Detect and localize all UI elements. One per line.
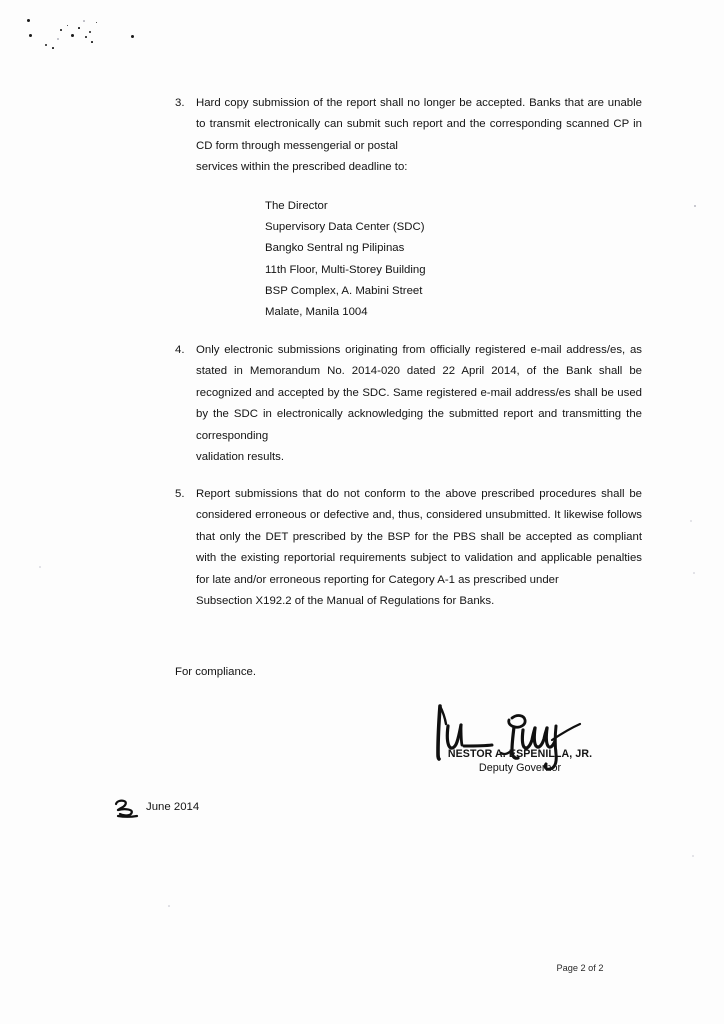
- address-line: 11th Floor, Multi-Storey Building: [265, 263, 426, 276]
- signature-name: NESTOR A. ESPENILLA, JR.: [447, 748, 593, 760]
- address-line: Malate, Manila 1004: [265, 306, 368, 319]
- date-text: June 2014: [146, 801, 200, 813]
- item-text: Report submissions that do not conform to the above prescribed procedures shall be considered erroneous or defective and, thus, considered unsubmitted. It likewise follows that only the DET prescribed by the BSP for the PBS shall be accepted as compliant with the existing reportorial requirements subject to validation and applicable penalties for late and/or erroneous reporting for Category A-1 as prescribed under Subsection X192.2 of the Manual of Regulations for Banks.: [196, 484, 642, 612]
- item-text: Hard copy submission of the report shall no longer be accepted. Banks that are unable to transmit electronically can submit such report and the corresponding scanned CP in CD form through messengerial or postal services within the prescribed deadline to:: [196, 93, 642, 179]
- handwritten-date-day: [112, 797, 146, 821]
- address-block: [265, 196, 426, 323]
- item-last-line: services within the prescribed deadline to:: [196, 161, 408, 174]
- address-line: Bangko Sentral ng Pilipinas: [265, 242, 405, 255]
- item-last-line: Subsection X192.2 of the Manual of Regulations for Banks.: [196, 595, 495, 608]
- address-line: BSP Complex, A. Mabini Street: [265, 284, 423, 297]
- numbered-item-5: [175, 484, 642, 612]
- item-last-line: validation results.: [196, 451, 285, 464]
- item-text: Only electronic submissions originating from officially registered e-mail address/es, as stated in Memorandum No. 2014-020 dated 22 April 2014, of the Bank shall be recognized and accepted by the SDC. Same registered e-mail address/es shall be used by the SDC in electronically acknowledging the submitted report and transmitting the corresponding validation results.: [196, 340, 642, 468]
- date-line: [112, 801, 199, 813]
- address-line: Supervisory Data Center (SDC): [265, 221, 425, 234]
- numbered-item-3: [175, 93, 642, 179]
- page-footer: [0, 963, 724, 973]
- item-number: 4.: [175, 344, 185, 356]
- address-line: The Director: [265, 200, 328, 212]
- numbered-item-4: [175, 340, 642, 468]
- item-number: 5.: [175, 488, 185, 500]
- item-number: 3.: [175, 97, 185, 109]
- signature-title: Deputy Governor: [478, 762, 562, 774]
- page-number: Page 2 of 2: [556, 963, 604, 973]
- closing-line: For compliance.: [175, 666, 257, 678]
